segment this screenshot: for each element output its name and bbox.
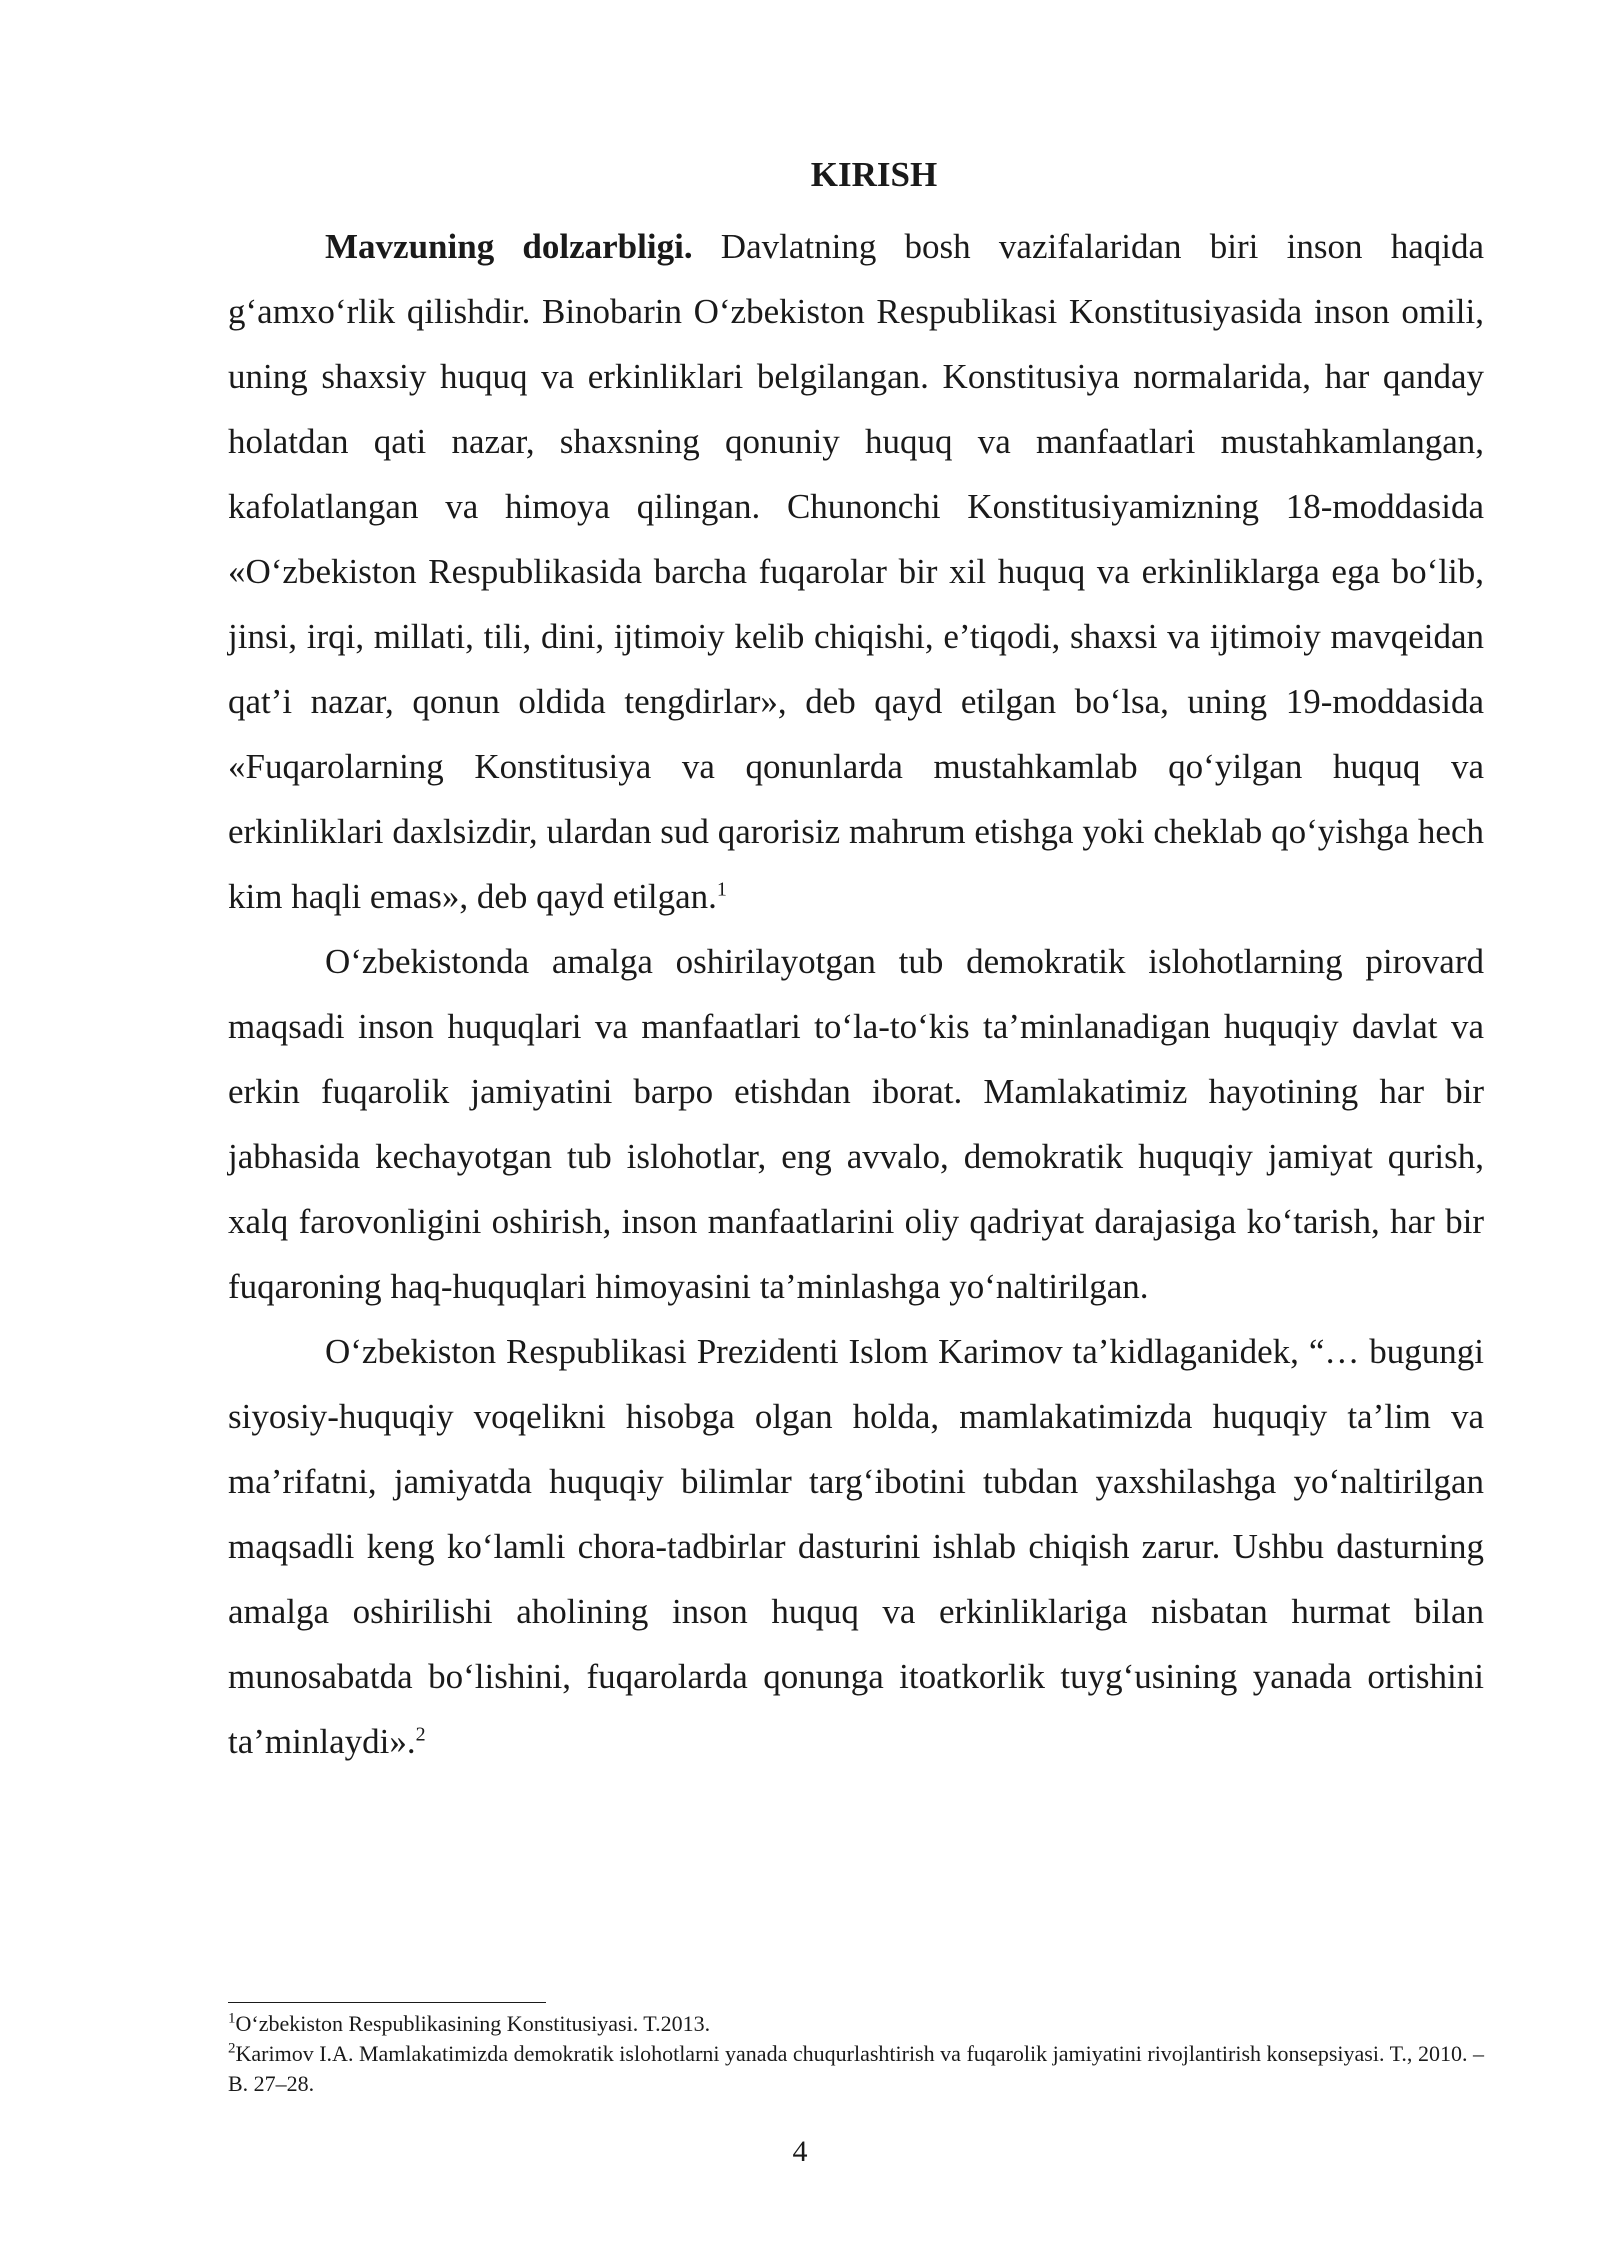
footnote-divider xyxy=(228,2002,546,2003)
footnotes-section xyxy=(228,2002,1484,2099)
footnote-text: Karimov I.A. Mamlakatimizda demokratik islohotlarni yanada chuqurlashtirish va fuqarolik jamiyatini rivojlantirish konsepsiyasi. T., 2010. – B. 27–28. xyxy=(228,2041,1484,2096)
section-lead: Mavzuning dolzarbligi. xyxy=(325,227,693,266)
paragraph-reforms xyxy=(228,929,1484,1319)
footnote-mark: 1 xyxy=(228,2010,236,2027)
footnote-text: O‘zbekiston Respublikasining Konstitusiyasi. T.2013. xyxy=(235,2011,711,2036)
footnote-item xyxy=(228,2009,1484,2039)
document-body xyxy=(228,150,1484,1774)
paragraph-text: Davlatning bosh vazifalaridan biri inson haqida g‘amxo‘rlik qilishdir. Binobarin O‘zbekiston Respublikasi Konstitusiyasida inson omili, uning shaxsiy huquq va erkinliklari belgilangan. Konstitusiya normalarida, har qanday holatdan qati nazar, shaxsning qonuniy huquq va manfaatlari mustahkamlangan, kafolatlangan va himoya qilingan. Chunonchi Konstitusiyamizning 18-moddasida «O‘zbekiston Respublikasida barcha fuqarolar bir xil huquq va erkinliklarga ega bo‘lib, jinsi, irqi, millati, tili, dini, ijtimoiy kelib chiqishi, e’tiqodi, shaxsi va ijtimoiy mavqeidan qat’i nazar, qonun oldida tengdirlar», deb qayd etilgan bo‘lsa, uning 19-moddasida «Fuqarolarning Konstitusiya va qonunlarda mustahkamlab qo‘yilgan huquq va erkinliklari daxlsizdir, ulardan sud qarorisiz mahrum etishga yoki cheklab qo‘yishga hech kim haqli emas», deb qayd etilgan. xyxy=(228,227,1484,916)
footnote-mark: 2 xyxy=(228,2040,236,2057)
footnote-item xyxy=(228,2039,1484,2099)
paragraph-quote xyxy=(228,1319,1484,1774)
page-number: 4 xyxy=(792,2135,808,2168)
footnote-ref[interactable]: 2 xyxy=(415,1723,426,1746)
paragraph-relevance xyxy=(228,214,1484,929)
paragraph-text: O‘zbekiston Respublikasi Prezidenti Islom Karimov ta’kidlaganidek, “… bugungi siyosiy-huquqiy voqelikni hisobga olgan holda, mamlakatimizda huquqiy ta’lim va ma’rifatni, jamiyatda huquqiy bilimlar targ‘ibotini tubdan yaxshilashga yo‘naltirilgan maqsadli keng ko‘lamli chora-tadbirlar dasturini ishlab chiqish zarur. Ushbu dasturning amalga oshirilishi aholining inson huquq va erkinliklariga nisbatan hurmat bilan munosabatda bo‘lishini, fuqarolarda qonunga itoatkorlik tuyg‘usining yanada ortishini ta’minlaydi». xyxy=(228,1332,1484,1761)
footnote-ref[interactable]: 1 xyxy=(716,878,727,901)
page-title: KIRISH xyxy=(810,155,938,194)
paragraph-text: O‘zbekistonda amalga oshirilayotgan tub demokratik islohotlarning pirovard maqsadi inson huquqlari va manfaatlari to‘la-to‘kis ta’minlanadigan huquqiy davlat va erkin fuqarolik jamiyatini barpo etishdan iborat. Mamlakatimiz hayotining har bir jabhasida kechayotgan tub islohotlar, eng avvalo, demokratik huquqiy jamiyat qurish, xalq farovonligini oshirish, inson manfaatlarini oliy qadriyat darajasiga ko‘tarish, har bir fuqaroning haq-huquqlari himoyasini ta’minlashga yo‘naltirilgan. xyxy=(228,942,1484,1306)
